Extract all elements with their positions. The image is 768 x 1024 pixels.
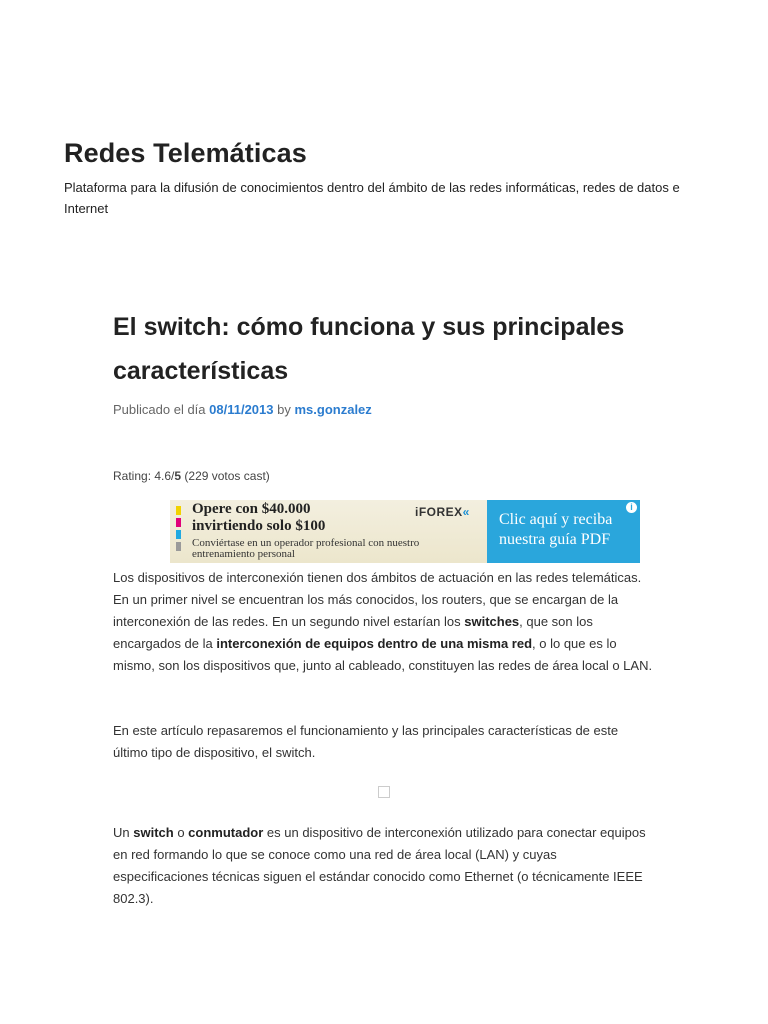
ad-cta-text[interactable]: Clic aquí y reciba nuestra guía PDF [499,511,613,548]
p3-text-1: Un [113,825,134,840]
ad-banner[interactable] [170,500,640,563]
ad-brand-text: iFOREX [415,505,463,519]
ad-bar-magenta [176,518,181,527]
p3-bold-switch: switch [133,825,174,840]
post-meta-by: by [277,402,291,417]
p1-text-3: , o lo que es lo mismo, son los dispositivos que, junto al cableado, constituyen las redes de área local o LAN. [113,636,653,673]
ad-brand-mark: « [462,505,470,519]
p2-text-1: En este artículo repasaremos el funcionamiento y las principales características de este último tipo de dispositivo, el switch. [113,723,619,760]
p3-text-3: es un dispositivo de interconexión utilizado para conectar equipos en red formando lo que se conoce como una red de área local (LAN) y cuyas especificaciones técnicas siguen el estándar conocido como Ethernet (o técnicamente IEEE 802.3). [113,825,646,906]
p1-bold-switches: switches [464,614,520,629]
ad-bar-gray [176,542,181,551]
post-title[interactable]: El switch: cómo funciona y sus principales características [113,313,625,385]
post-meta-prefix: Publicado el día [113,402,206,417]
site-description: Plataforma para la difusión de conocimientos dentro del ámbito de las redes informáticas, redes de datos e Internet [64,180,680,216]
p1-bold-interconnection: interconexión de equipos dentro de una misma red [216,636,533,651]
paragraph-summary [113,720,653,764]
site-title[interactable]: Redes Telemáticas [64,138,307,168]
p1-text-2: , que son los encargados de la [113,614,593,651]
ad-info-icon[interactable]: i [626,502,637,513]
post-date-link[interactable]: 08/11/2013 [209,402,274,417]
post-author-link[interactable]: ms.gonzalez [294,402,372,417]
ad-cta-panel[interactable] [487,500,640,563]
rating-max: 5 [174,469,182,483]
paragraph-definition [113,822,653,910]
ad-left-panel[interactable] [170,500,487,563]
ad-bar-yellow [176,506,181,515]
p1-text-1: Los dispositivos de interconexión tienen dos ámbitos de actuación en las redes telemáticas. En un primer nivel se encuentran los más conocidos, los routers, que se encargan de la interconexión de las redes. En un segundo nivel estarían los [113,570,642,629]
ad-bar-cyan [176,530,181,539]
paragraph-intro [113,567,653,677]
ad-subtext: Conviértase en un operador profesional con nuestro entrenamiento personal [192,537,420,560]
ad-headline-2: invirtiendo solo $100 [192,518,326,534]
broken-image-icon [378,786,390,798]
rating-suffix: (229 votos cast) [181,469,270,483]
ad-brand-logo [415,505,470,519]
post-meta [113,402,372,417]
post-rating [113,469,270,483]
p3-text-2: o [173,825,189,840]
ad-color-bars [176,506,181,554]
p3-bold-conmutador: conmutador [188,825,264,840]
rating-prefix: Rating: 4.6/ [113,469,175,483]
ad-headline-1: Opere con $40.000 [192,501,311,517]
